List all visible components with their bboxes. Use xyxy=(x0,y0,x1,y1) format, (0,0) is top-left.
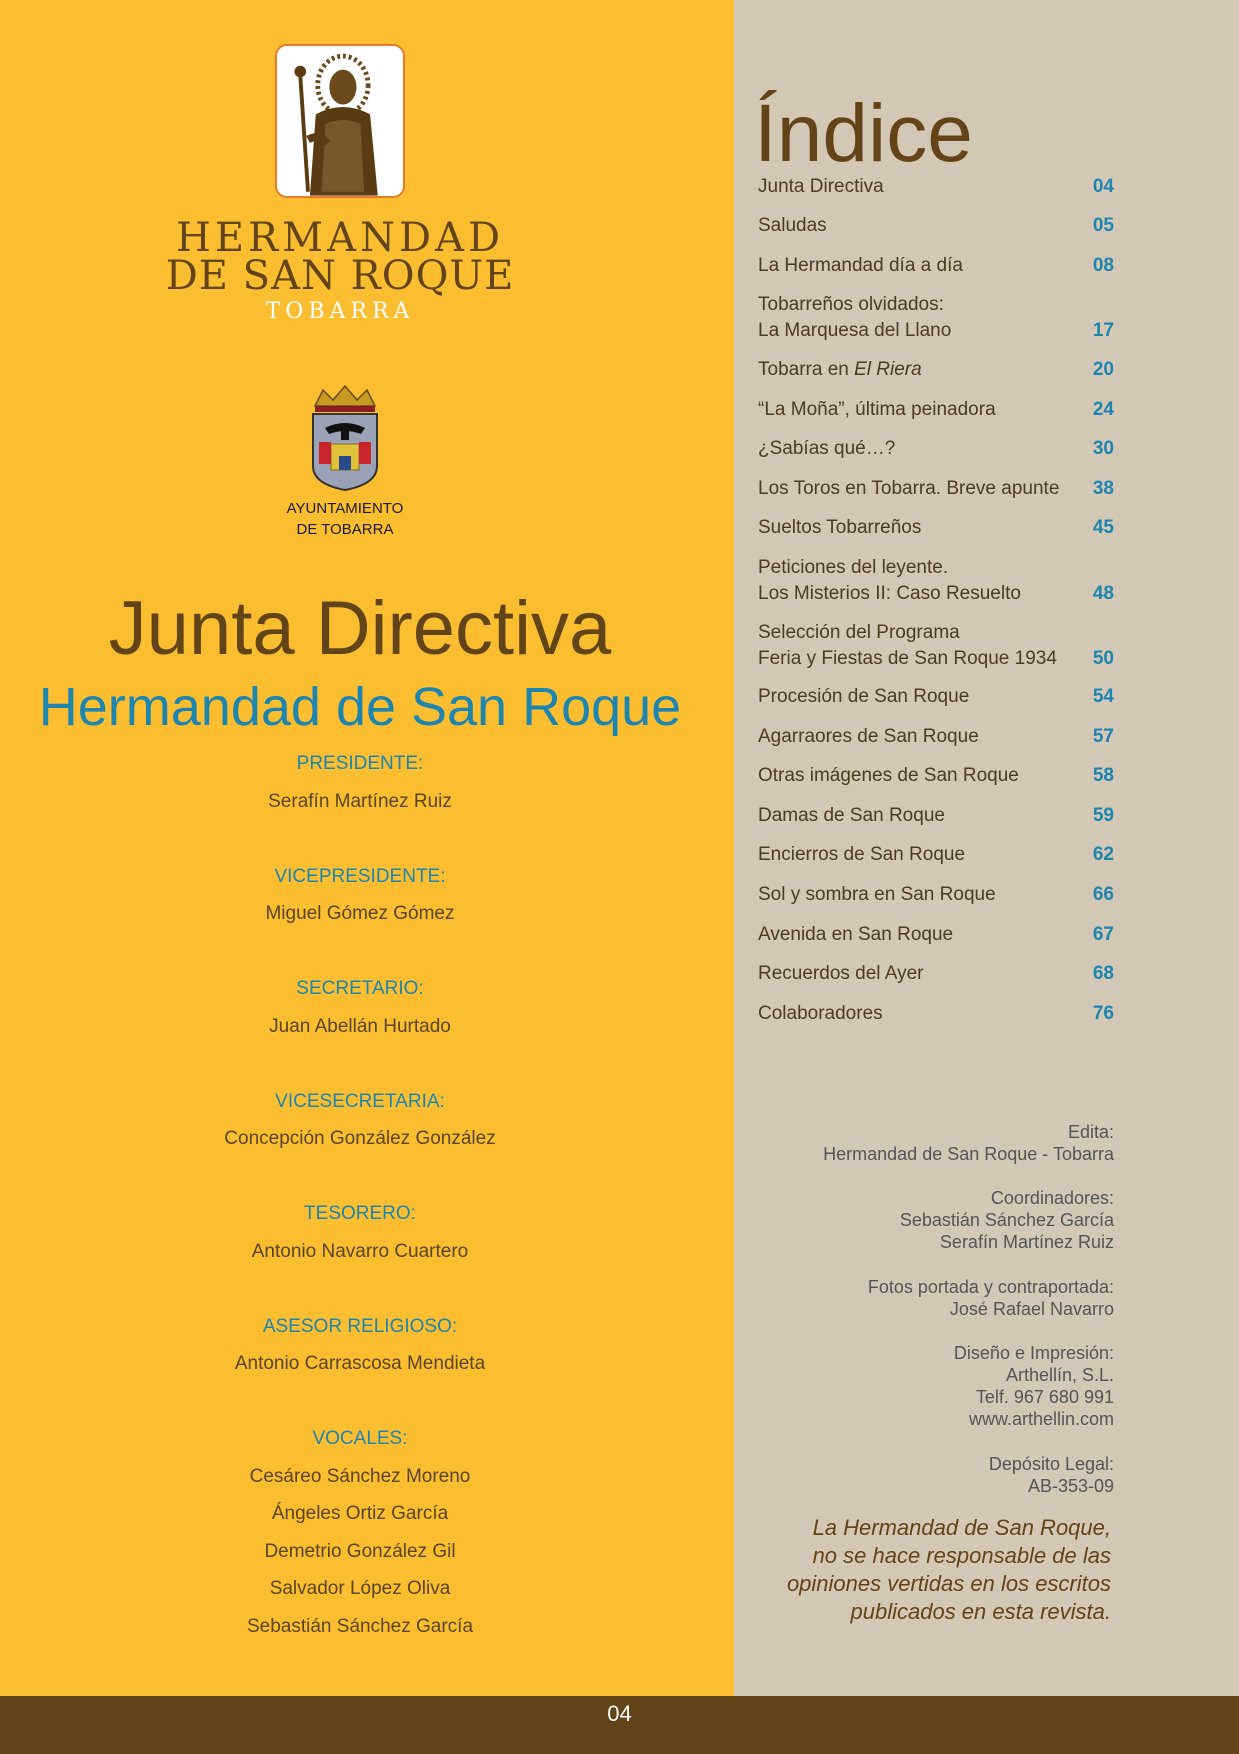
toc-item[interactable] xyxy=(758,842,1114,868)
toc-item[interactable] xyxy=(758,803,1114,829)
toc-label: Otras imágenes de San Roque xyxy=(758,765,1019,786)
toc-label: Damas de San Roque xyxy=(758,805,945,826)
disclaimer-line: La Hermandad de San Roque, xyxy=(812,1515,1111,1540)
toc-page: 62 xyxy=(1092,844,1114,865)
toc-item[interactable] xyxy=(758,213,1114,239)
toc-page: 08 xyxy=(1092,255,1114,276)
toc-item[interactable] xyxy=(758,882,1114,908)
credit-value: Serafín Martínez Ruiz xyxy=(939,1232,1114,1252)
toc-label: “La Moña”, última peinadora xyxy=(758,399,996,420)
credit-value: AB-353-09 xyxy=(1027,1476,1114,1496)
toc-label: Procesión de San Roque xyxy=(758,686,970,707)
role-label: VICESECRETARIA: xyxy=(275,1091,445,1112)
toc-item[interactable] xyxy=(758,684,1114,710)
role-person: Demetrio González Gil xyxy=(264,1541,456,1562)
toc-item[interactable] xyxy=(758,292,1114,344)
disclaimer-line: no se hace responsable de las xyxy=(812,1543,1111,1568)
disclaimer-line: opiniones vertidas en los escritos xyxy=(786,1571,1111,1596)
disclaimer-line: publicados en esta revista. xyxy=(850,1599,1111,1624)
toc-item[interactable] xyxy=(758,961,1114,987)
toc-label: Tobarra en xyxy=(758,359,855,380)
credit-label: Edita: xyxy=(1067,1122,1114,1142)
role-person: Concepción González González xyxy=(224,1128,496,1149)
indice-title: Índice xyxy=(754,88,973,179)
role-label: VICEPRESIDENTE: xyxy=(274,866,446,887)
toc-label: ¿Sabías qué…? xyxy=(758,438,896,459)
credit-website-link[interactable]: www.arthellin.com xyxy=(968,1409,1114,1429)
toc-label: Sol y sombra en San Roque xyxy=(758,884,996,905)
credit-label: Coordinadores: xyxy=(990,1188,1114,1208)
role-label: PRESIDENTE: xyxy=(296,753,424,774)
san-roque-badge xyxy=(275,44,405,198)
toc-page: 17 xyxy=(1092,320,1114,341)
toc-item[interactable] xyxy=(758,1001,1114,1027)
toc-item[interactable] xyxy=(758,357,1114,383)
saint-figure-icon xyxy=(277,46,403,196)
credit-label: Diseño e Impresión: xyxy=(953,1343,1114,1363)
role-person: Antonio Navarro Cuartero xyxy=(251,1241,469,1262)
role-label: SECRETARIO: xyxy=(296,978,424,999)
toc-page: 54 xyxy=(1092,686,1114,707)
role-person: Antonio Carrascosa Mendieta xyxy=(234,1353,486,1374)
toc-page: 20 xyxy=(1092,359,1114,380)
junta-subtitle: Hermandad de San Roque xyxy=(38,677,682,737)
toc-label: Tobarreños olvidados: xyxy=(758,294,944,315)
credits-coordinadores xyxy=(714,1187,1114,1253)
role-label: TESORERO: xyxy=(304,1203,416,1224)
credits-diseno xyxy=(714,1342,1114,1430)
toc-label: Recuerdos del Ayer xyxy=(758,963,924,984)
footer-bar xyxy=(0,1696,1239,1754)
toc-page: 66 xyxy=(1092,884,1114,905)
credit-value: José Rafael Navarro xyxy=(949,1299,1114,1319)
credit-value: Sebastián Sánchez García xyxy=(899,1210,1114,1230)
page-number: 04 xyxy=(607,1701,632,1726)
credit-value: Telf. 967 680 991 xyxy=(975,1387,1114,1407)
toc-label: Avenida en San Roque xyxy=(758,924,954,945)
brand-line-1: HERMANDAD xyxy=(175,215,505,261)
role-person: Serafín Martínez Ruiz xyxy=(268,791,452,812)
toc-page: 45 xyxy=(1092,517,1114,538)
credit-label: Depósito Legal: xyxy=(988,1454,1114,1474)
toc-page: 58 xyxy=(1092,765,1114,786)
toc-page: 57 xyxy=(1092,726,1114,747)
role-label: ASESOR RELIGIOSO: xyxy=(262,1316,458,1337)
toc-page: 59 xyxy=(1092,805,1114,826)
toc-item[interactable] xyxy=(758,476,1114,502)
toc-item[interactable] xyxy=(758,620,1114,672)
toc-page: 68 xyxy=(1092,963,1114,984)
role-person: Sebastián Sánchez García xyxy=(246,1616,474,1637)
toc-label: Los Toros en Tobarra. Breve apunte xyxy=(758,478,1060,499)
toc-item[interactable] xyxy=(758,763,1114,789)
tobarra-crest-icon xyxy=(305,384,385,492)
ayuntamiento-line-1: AYUNTAMIENTO xyxy=(286,500,404,517)
toc-item[interactable] xyxy=(758,436,1114,462)
toc-label: Sueltos Tobarreños xyxy=(758,517,922,538)
toc-label: Selección del Programa xyxy=(758,622,960,643)
toc-item[interactable] xyxy=(758,397,1114,423)
toc-page: 50 xyxy=(1092,648,1114,669)
toc-item[interactable] xyxy=(758,174,1114,200)
toc-label: Junta Directiva xyxy=(758,176,884,197)
ayuntamiento-line-2: DE TOBARRA xyxy=(296,521,394,538)
toc-label: Encierros de San Roque xyxy=(758,844,966,865)
toc-label: Feria y Fiestas de San Roque 1934 xyxy=(758,648,1057,669)
credits-deposito xyxy=(714,1453,1114,1497)
toc-label: Saludas xyxy=(758,215,827,236)
toc-item[interactable] xyxy=(758,555,1114,607)
toc-page: 24 xyxy=(1092,399,1114,420)
brand-line-2: DE SAN ROQUE xyxy=(165,253,515,299)
role-person: Juan Abellán Hurtado xyxy=(269,1016,451,1037)
toc-label: Agarraores de San Roque xyxy=(758,726,979,747)
credit-value: Hermandad de San Roque - Tobarra xyxy=(823,1144,1114,1164)
credits-edita xyxy=(714,1121,1114,1165)
junta-title: Junta Directiva xyxy=(108,586,612,671)
toc-label: Peticiones del leyente. xyxy=(758,557,949,578)
toc-page: 76 xyxy=(1092,1003,1114,1024)
toc-page: 38 xyxy=(1092,478,1114,499)
toc-label-italic: El Riera xyxy=(854,359,922,380)
toc-page: 67 xyxy=(1092,924,1114,945)
toc-page: 04 xyxy=(1092,176,1114,197)
toc-item[interactable] xyxy=(758,515,1114,541)
toc-page: 48 xyxy=(1092,583,1114,604)
toc-label: La Hermandad día a día xyxy=(758,255,963,276)
credits-fotos xyxy=(714,1276,1114,1320)
role-person: Cesáreo Sánchez Moreno xyxy=(249,1466,471,1487)
role-person: Salvador López Oliva xyxy=(269,1578,451,1599)
toc-item[interactable] xyxy=(758,724,1114,750)
disclaimer xyxy=(691,1514,1111,1626)
toc-label: Los Misterios II: Caso Resuelto xyxy=(758,583,1021,604)
brand-line-3: TOBARRA xyxy=(265,299,415,324)
toc-page: 05 xyxy=(1092,215,1114,236)
credit-label: Fotos portada y contraportada: xyxy=(867,1277,1114,1297)
role-person: Miguel Gómez Gómez xyxy=(265,903,455,924)
toc-item[interactable] xyxy=(758,253,1114,279)
credit-value: Arthellín, S.L. xyxy=(1005,1365,1114,1385)
role-person: Ángeles Ortiz García xyxy=(271,1503,449,1524)
role-label: VOCALES: xyxy=(312,1428,408,1449)
toc-item[interactable] xyxy=(758,922,1114,948)
toc-label: Colaboradores xyxy=(758,1003,883,1024)
toc-label: La Marquesa del Llano xyxy=(758,320,952,341)
toc-page: 30 xyxy=(1092,438,1114,459)
